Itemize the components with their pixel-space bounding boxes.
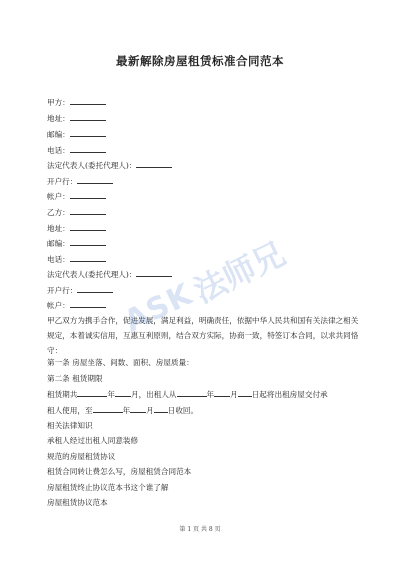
preamble-paragraph: 甲乙双方为携手合作，促进发展，满足利益，明确责任，依据中华人民共和国有关法律之相关规定，本着诚实信用，互惠互利原则，结合双方实际，协商一致，特签订本合同，以求共同恪守： xyxy=(47,316,359,355)
party-b-phone-blank xyxy=(70,254,106,262)
lease-end-year-blank xyxy=(93,405,123,413)
party-a-bank-line xyxy=(47,176,113,187)
lease-term-line-1 xyxy=(47,389,328,400)
lease-end-month-blank xyxy=(130,405,146,413)
party-a-phone-line xyxy=(47,145,106,156)
lease-start-day-blank xyxy=(238,389,252,397)
party-b-legal-rep-label: 法定代表人(委托代理人)： xyxy=(47,270,137,279)
party-b-phone-line xyxy=(47,254,106,265)
party-a-phone-blank xyxy=(70,145,106,153)
page-footer: 第 1 页 共 8 页 xyxy=(179,526,221,533)
lease-start-month-blank xyxy=(214,389,230,397)
party-b-postcode-label: 邮编： xyxy=(47,239,70,248)
party-b-phone-label: 电话： xyxy=(47,255,70,264)
related-knowledge-heading: 相关法律知识 xyxy=(47,421,93,430)
party-a-account-blank xyxy=(70,191,106,199)
article-2-heading: 第二条 租赁期限 xyxy=(47,374,103,383)
document-title: 最新解除房屋租赁标准合同范本 xyxy=(116,54,284,68)
related-link[interactable]: 承租人经过出租人同意装修 xyxy=(47,436,139,445)
party-a-address-label: 地址： xyxy=(47,114,70,123)
watermark-chinese: 法师兄 xyxy=(188,234,292,311)
party-a-legal-rep-blank xyxy=(136,160,172,168)
party-b-label: 乙方： xyxy=(47,208,70,217)
party-b-bank-label: 开户行： xyxy=(47,286,78,295)
lease-end-day-text: 日收回。 xyxy=(167,406,199,415)
party-a-label: 甲方： xyxy=(47,98,70,107)
party-b-blank xyxy=(70,207,106,215)
party-b-postcode-line xyxy=(47,238,106,249)
lease-month-unit: 月 xyxy=(130,390,139,399)
related-link[interactable]: 房屋租赁协议范本 xyxy=(47,498,108,507)
party-b-postcode-blank xyxy=(70,238,106,246)
lease-months-blank xyxy=(115,389,131,397)
party-a-account-label: 帐户： xyxy=(47,192,70,201)
lease-years-blank xyxy=(77,389,107,397)
lease-start-month-unit: 月 xyxy=(230,390,238,399)
lease-start-year-blank xyxy=(177,389,207,397)
lease-line2-prefix: 租人使用，至 xyxy=(47,406,93,415)
party-a-legal-rep-label: 法定代表人(委托代理人)： xyxy=(47,161,137,170)
lease-term-line-2 xyxy=(47,405,198,416)
party-b-address-blank xyxy=(70,223,106,231)
party-b-address-line xyxy=(47,223,106,234)
lease-day-continuation: 日起将出租房屋交付承 xyxy=(251,390,328,399)
related-link[interactable]: 规范的房屋租赁协议 xyxy=(47,452,116,461)
party-a-account-line xyxy=(47,191,106,202)
lease-from-text: ，出租人从 xyxy=(138,390,177,399)
party-b-legal-rep-line xyxy=(47,269,172,280)
party-a-postcode-blank xyxy=(70,129,106,137)
party-b-line xyxy=(47,207,106,218)
party-a-postcode-label: 邮编： xyxy=(47,130,70,139)
party-b-account-label: 帐户： xyxy=(47,301,70,310)
lease-end-year-unit: 年 xyxy=(122,406,131,415)
party-a-postcode-line xyxy=(47,129,106,140)
party-b-bank-blank xyxy=(77,285,113,293)
article-1-heading: 第一条 房屋坐落、间数、面积、房屋质量： xyxy=(47,358,194,367)
party-b-bank-line xyxy=(47,285,113,296)
party-b-legal-rep-blank xyxy=(136,269,172,277)
lease-year-unit: 年 xyxy=(107,390,115,399)
lease-prefix: 租赁期共 xyxy=(47,390,78,399)
lease-end-month-unit: 月 xyxy=(146,406,154,415)
watermark-latin: ASK xyxy=(118,276,199,340)
party-a-legal-rep-line xyxy=(47,160,172,171)
lease-end-day-blank xyxy=(154,405,168,413)
party-b-account-blank xyxy=(70,300,106,308)
party-a-address-line xyxy=(47,113,106,124)
lease-start-year-unit: 年 xyxy=(206,390,215,399)
party-a-bank-blank xyxy=(77,176,113,184)
related-link[interactable]: 房屋租赁终止协议范本书这个谁了解 xyxy=(47,483,169,492)
party-a-line xyxy=(47,97,106,108)
related-link[interactable]: 租赁合同转让费怎么写，房屋租赁合同范本 xyxy=(47,467,192,476)
party-a-blank xyxy=(70,97,106,105)
party-a-bank-label: 开户行： xyxy=(47,177,78,186)
party-b-address-label: 地址： xyxy=(47,224,70,233)
party-b-account-line xyxy=(47,300,106,311)
party-a-address-blank xyxy=(70,113,106,121)
party-a-phone-label: 电话： xyxy=(47,146,70,155)
